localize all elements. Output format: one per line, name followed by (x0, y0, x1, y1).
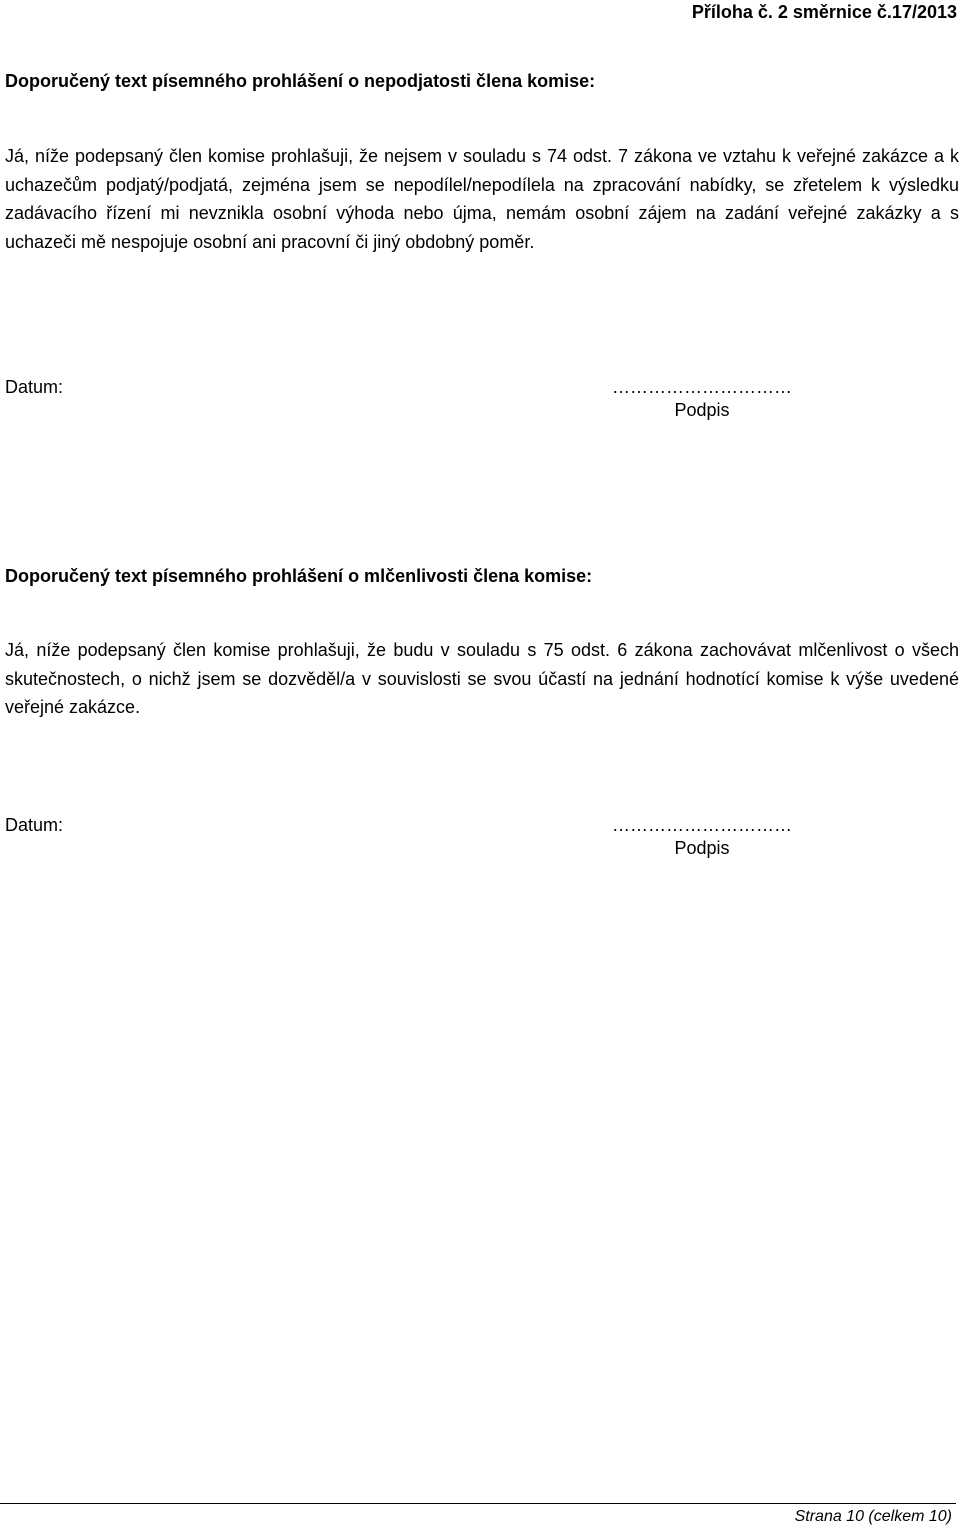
impartiality-signature-label: Podpis (674, 400, 730, 420)
confidentiality-signature-line: ………………………… (612, 815, 792, 835)
impartiality-declaration-text: Já, níže podepsaný člen komise prohlašuji, že nejsem v souladu s 74 odst. 7 zákona ve vztahu k veřejné zakázce a k uchazečům podjatý/podjatá, zejména jsem se nepodílel/nepodílela na zpracování nabídky, se zřetelem k výsledku zadávacího řízení mi nevznikla osobní výhoda nebo újma, nemám osobní zájem na zadání veřejné zakázky a s uchazeči mě nespojuje osobní ani pracovní či jiný obdobný poměr. (5, 146, 959, 252)
impartiality-declaration-title: Doporučený text písemného prohlášení o nepodjatosti člena komise: (5, 71, 596, 91)
confidentiality-declaration-text: Já, níže podepsaný člen komise prohlašuji, že budu v souladu s 75 odst. 6 zákona zachovávat mlčenlivost o všech skutečnostech, o nichž jsem se dozvěděl/a v souvislosti se svou účastí na jednání hodnotící komise k výše uvedené veřejné zakázce. (5, 640, 959, 717)
page-number: Strana 10 (celkem 10) (794, 1508, 952, 1525)
confidentiality-declaration-title: Doporučený text písemného prohlášení o mlčenlivosti člena komise: (5, 566, 593, 586)
confidentiality-signature-block (568, 814, 836, 860)
impartiality-signature-block (568, 376, 836, 422)
confidentiality-signature-label: Podpis (674, 838, 730, 858)
impartiality-date-label: Datum: (5, 377, 64, 397)
attachment-reference: Příloha č. 2 směrnice č.17/2013 (691, 2, 957, 22)
confidentiality-date-label: Datum: (5, 815, 64, 835)
footer-divider (0, 1503, 956, 1504)
impartiality-signature-line: ………………………… (612, 377, 792, 397)
